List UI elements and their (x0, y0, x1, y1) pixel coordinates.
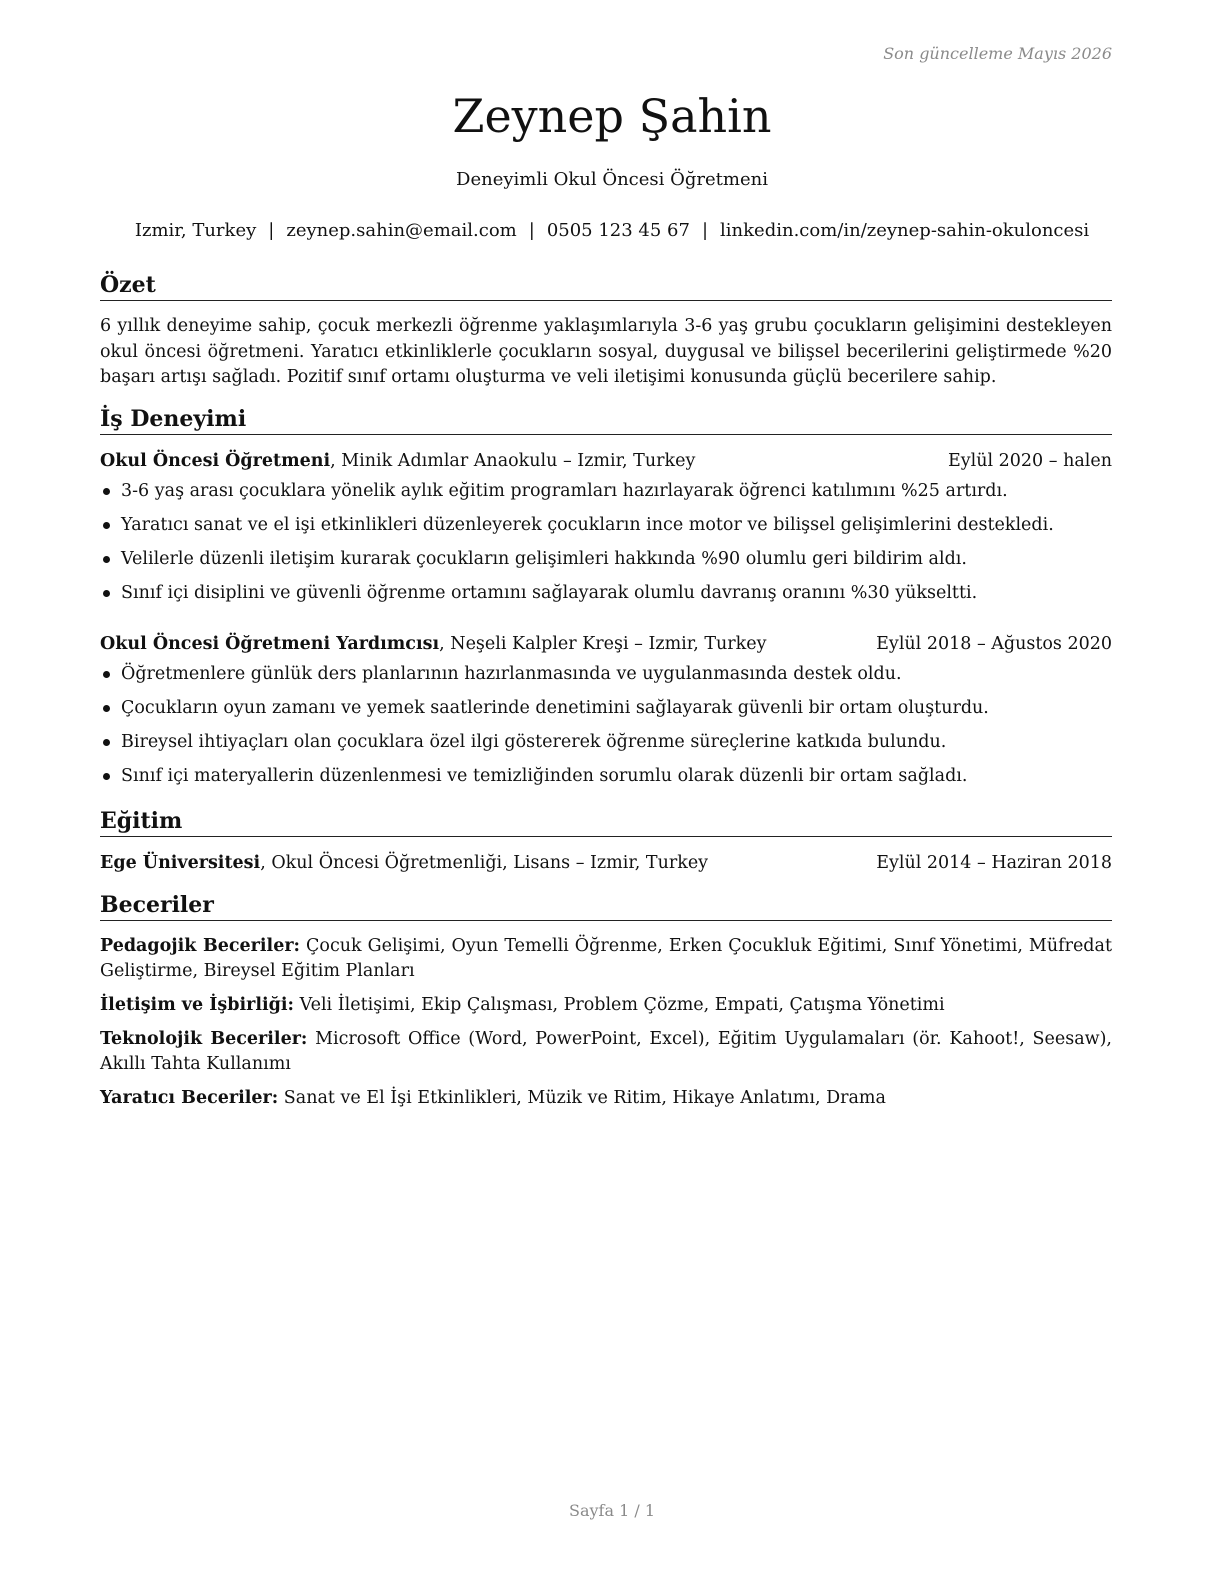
contact-separator: | (528, 220, 535, 241)
job-bullet (100, 730, 1112, 764)
job-dates: Eylül 2018 – Ağustos 2020 (876, 634, 1112, 654)
bullet-icon (103, 773, 110, 780)
contact-separator: | (268, 220, 275, 241)
job-title-line (100, 449, 695, 473)
job-header (100, 449, 1112, 473)
skill-group (100, 1086, 1112, 1111)
job-bullet-text: Bireysel ihtiyaçları olan çocuklara özel ilgi göstererek öğrenme süreçlerine katkıda bulundu. (121, 732, 947, 752)
bullet-icon (103, 590, 110, 597)
contact-email[interactable]: zeynep.sahin@email.com (286, 220, 517, 241)
skill-group-label: İletişim ve İşbirliği: (100, 995, 294, 1015)
job-title-line (100, 632, 767, 656)
job-bullet (100, 662, 1112, 696)
contact-line (0, 219, 1224, 243)
bullet-icon (103, 522, 110, 529)
education-school: Ege Üniversitesi (100, 853, 261, 873)
education-line (100, 851, 708, 875)
skill-group-label: Teknolojik Beceriler: (100, 1029, 308, 1049)
job-bullet (100, 581, 1112, 615)
job-header (100, 632, 1112, 656)
job-bullet-text: Sınıf içi materyallerin düzenlenmesi ve temizliğinden sorumlu olarak düzenli bir ortam sağladı. (121, 766, 968, 786)
job-role: Okul Öncesi Öğretmeni Yardımcısı (100, 634, 440, 654)
skill-group-items: Veli İletişimi, Ekip Çalışması, Problem Çözme, Empati, Çatışma Yönetimi (294, 995, 945, 1015)
contact-linkedin[interactable]: linkedin.com/in/zeynep-sahin-okuloncesi (720, 220, 1090, 241)
bullet-icon (103, 556, 110, 563)
job-role: Okul Öncesi Öğretmeni (100, 451, 331, 471)
contact-phone: 0505 123 45 67 (546, 220, 690, 241)
skill-group (100, 993, 1112, 1018)
job-organization: , Minik Adımlar Anaokulu – Izmir, Turkey (330, 451, 696, 471)
section-title-skills: Beceriler (100, 891, 1112, 921)
candidate-name: Zeynep Şahin (452, 89, 772, 143)
job-bullet (100, 547, 1112, 581)
last-updated-note: Son güncelleme Mayıs 2026 (883, 44, 1112, 63)
education-detail: , Okul Öncesi Öğretmenliği, Lisans – Izmir, Turkey (260, 853, 709, 873)
skill-group (100, 1027, 1112, 1077)
job-bullet (100, 513, 1112, 547)
summary-text: 6 yıllık deneyime sahip, çocuk merkezli öğrenme yaklaşımlarıyla 3-6 yaş grubu çocukların gelişimini destekleyen okul öncesi öğretmeni. Yaratıcı etkinliklerle çocukların sosyal, duygusal ve bilişsel becerilerini geliştirmede %20 başarı artışı sağladı. Pozitif sınıf ortamı oluşturma ve veli iletişimi konusunda güçlü becerilere sahip. (100, 316, 1112, 387)
bullet-icon (103, 705, 110, 712)
section-title-summary: Özet (100, 271, 1112, 301)
page-number: Sayfa 1 / 1 (568, 1501, 655, 1520)
job-bullet-list (100, 479, 1112, 615)
skill-group-label: Pedagojik Beceriler: (100, 936, 301, 956)
skill-group (100, 934, 1112, 984)
job-dates: Eylül 2020 – halen (947, 451, 1112, 471)
education-dates: Eylül 2014 – Haziran 2018 (876, 853, 1112, 873)
job-bullet-text: Velilerle düzenli iletişim kurarak çocukların gelişimleri hakkında %90 olumlu geri bildirim aldı. (121, 549, 967, 569)
job-bullet-text: Öğretmenlere günlük ders planlarının hazırlanmasında ve uygulanmasında destek oldu. (121, 664, 902, 684)
contact-separator: | (701, 220, 709, 241)
job-bullet-text: Çocukların oyun zamanı ve yemek saatlerinde denetimini sağlayarak güvenli bir ortam oluşturdu. (121, 698, 989, 718)
education-entry (100, 851, 1112, 875)
bullet-icon (103, 488, 110, 495)
job-bullet-text: 3-6 yaş arası çocuklara yönelik aylık eğitim programları hazırlayarak öğrenci katılımını %25 artırdı. (121, 481, 1008, 501)
job-bullet (100, 696, 1112, 730)
job-bullet-list (100, 662, 1112, 798)
skill-group-items: Çocuk Gelişimi, Oyun Temelli Öğrenme, Erken Çocukluk Eğitimi, Sınıf Yönetimi, Müfredat Geliştirme, Bireysel Eğitim Planları (100, 936, 1112, 981)
section-title-experience: İş Deneyimi (100, 405, 1112, 435)
skill-group-items: Microsoft Office (Word, PowerPoint, Excel), Eğitim Uygulamaları (ör. Kahoot!, Seesaw), Akıllı Tahta Kullanımı (100, 1029, 1112, 1074)
bullet-icon (103, 739, 110, 746)
contact-location: Izmir, Turkey (134, 220, 257, 241)
section-title-education: Eğitim (100, 807, 1112, 837)
job-bullet (100, 479, 1112, 513)
job-bullet-text: Sınıf içi disiplini ve güvenli öğrenme ortamını sağlayarak olumlu davranış oranını %30 yükseltti. (121, 583, 978, 603)
job-bullet (100, 764, 1112, 798)
job-bullet-text: Yaratıcı sanat ve el işi etkinlikleri düzenleyerek çocukların ince motor ve bilişsel gelişimlerini destekledi. (121, 515, 1054, 535)
job-organization: , Neşeli Kalpler Kreşi – Izmir, Turkey (439, 634, 767, 654)
skill-group-items: Sanat ve El İşi Etkinlikleri, Müzik ve Ritim, Hikaye Anlatımı, Drama (278, 1088, 886, 1108)
candidate-headline: Deneyimli Okul Öncesi Öğretmeni (456, 169, 768, 190)
bullet-icon (103, 671, 110, 678)
skill-group-label: Yaratıcı Beceriler: (100, 1088, 279, 1108)
